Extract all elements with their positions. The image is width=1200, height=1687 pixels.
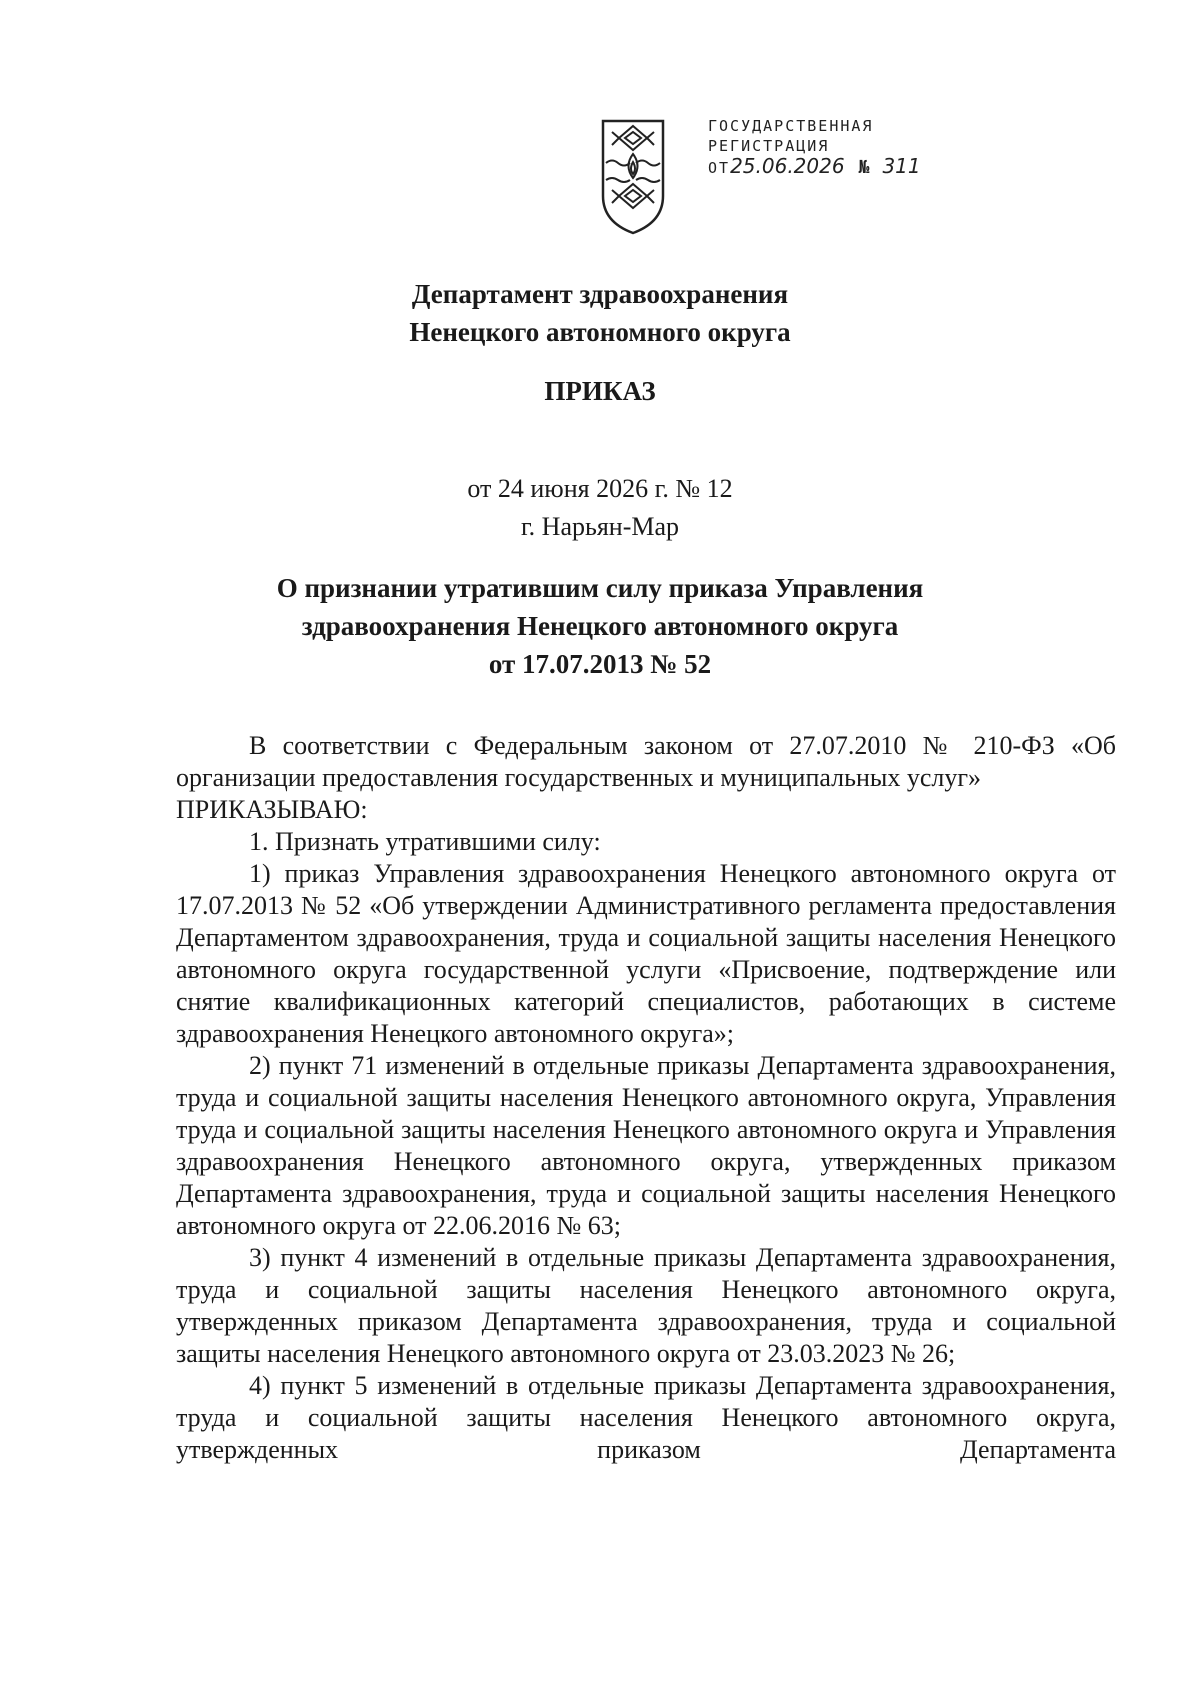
stamp-line-2: РЕГИСТРАЦИЯ — [708, 137, 830, 155]
org-line-1: Департамент здравоохранения — [411, 279, 789, 309]
list-item-4: 4) пункт 5 изменений в отдельные приказы Департамента здравоохранения, труда и социальной защиты населения Ненецкого автономного округа, утвержденных приказом Департамента — [176, 1371, 1116, 1464]
registration-stamp — [708, 116, 1008, 178]
stamp-line-1: ГОСУДАРСТВЕННАЯ — [708, 117, 874, 135]
city: г. Нарьян-Мар — [520, 512, 680, 541]
stamp-number: 311 — [882, 154, 921, 178]
preamble-paragraph: В соответствии с Федеральным законом от 27.07.2010 № 210-ФЗ «Об организации предоставления государственных и муниципальных услуг» — [176, 731, 1116, 792]
document-type: ПРИКАЗ — [544, 376, 656, 406]
document-meta — [0, 470, 1200, 546]
stamp-number-sign: № — [858, 157, 872, 178]
stamp-prefix: ОТ — [708, 159, 731, 177]
title-line-2: здравоохранения Ненецкого автономного округа — [301, 611, 899, 641]
list-item-3: 3) пункт 4 изменений в отдельные приказы Департамента здравоохранения, труда и социальной защиты населения Ненецкого автономного округа, утвержденных приказом Департамента здравоохранения, труда и социальной защиты населения Ненецкого автономного округа от 23.03.2023 № 26; — [176, 1243, 1116, 1368]
document-body — [176, 730, 1116, 1466]
stamp-line-3 — [708, 156, 1008, 178]
title-line-3: от 17.07.2013 № 52 — [488, 649, 712, 679]
document-title — [0, 569, 1200, 683]
organization-name — [0, 275, 1200, 351]
stamp-date: 25.06.2026 — [730, 154, 845, 178]
coat-of-arms-emblem — [600, 118, 666, 236]
date-number: от 24 июня 2026 г. № 12 — [467, 474, 733, 503]
point-1: 1. Признать утратившими силу: — [249, 827, 601, 856]
title-line-1: О признании утратившим силу приказа Управления — [276, 573, 924, 603]
list-item-2: 2) пункт 71 изменений в отдельные приказы Департамента здравоохранения, труда и социальной защиты населения Ненецкого автономного округа, Управления труда и социальной защиты населения Ненецкого автономного округа и Управления здравоохранения Ненецкого автономного округа, утвержденных приказом Департамента здравоохранения, труда и социальной защиты населения Ненецкого автономного округа от 22.06.2016 № 63; — [176, 1051, 1116, 1240]
order-word: ПРИКАЗЫВАЮ: — [176, 795, 368, 824]
list-item-1: 1) приказ Управления здравоохранения Ненецкого автономного округа от 17.07.2013 № 52 «Об утверждении Административного регламента предоставления Департаментом здравоохранения, труда и социальной защиты населения Ненецкого автономного округа государственной услуги «Присвоение, подтверждение или снятие квалификационных категорий специалистов, работающих в системе здравоохранения Ненецкого автономного округа»; — [176, 859, 1116, 1048]
org-line-2: Ненецкого автономного округа — [409, 317, 791, 347]
